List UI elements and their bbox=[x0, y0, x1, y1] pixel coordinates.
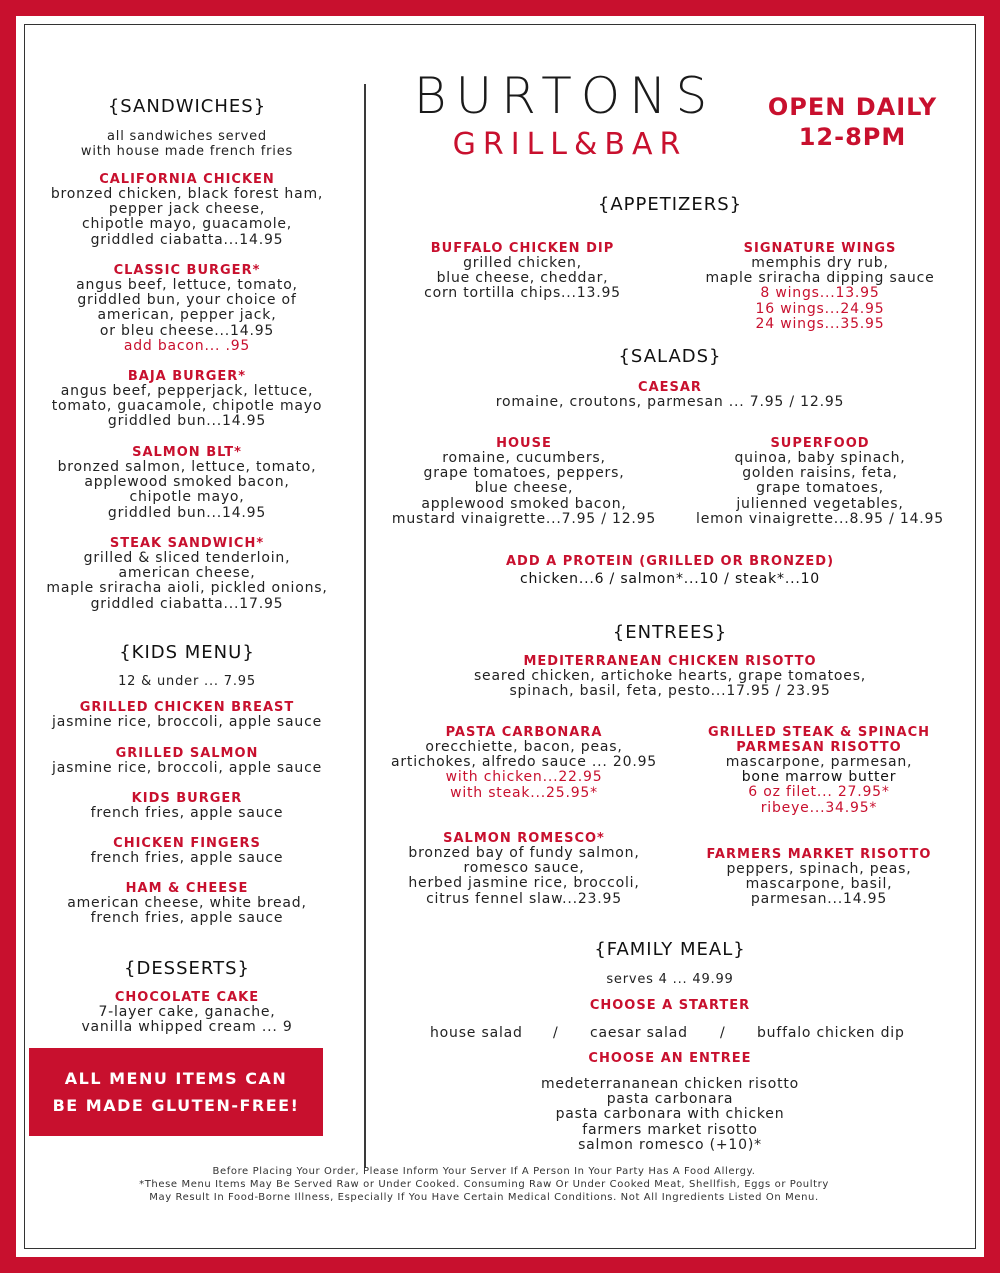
item-description: french fries, apple sauce bbox=[90, 850, 284, 866]
name-line: GRILLED STEAK & SPINACH bbox=[707, 725, 930, 740]
desc-line: or bleu cheese...14.95 bbox=[99, 322, 275, 339]
item-name: SALMON BLT* bbox=[132, 445, 242, 460]
desc-line: corn tortilla chips...13.95 bbox=[424, 285, 621, 302]
item-name bbox=[688, 725, 950, 755]
desc-line: bone marrow butter bbox=[741, 769, 897, 786]
menu-item-buffalo-chicken-dip bbox=[400, 241, 645, 302]
price-option: with chicken...22.95 bbox=[445, 769, 603, 786]
starter-separator: / bbox=[720, 1025, 726, 1041]
desc-line: lemon vinaigrette...8.95 / 14.95 bbox=[696, 510, 944, 527]
menu-item-classic-burger bbox=[30, 263, 344, 354]
desc-line: pepper jack cheese, bbox=[108, 201, 266, 218]
item-description bbox=[400, 256, 645, 302]
desc-line: bronzed bay of fundy salmon, bbox=[408, 845, 640, 861]
desc-line: grape tomatoes, bbox=[756, 480, 884, 497]
menu-item-grilled-chicken-breast bbox=[30, 700, 344, 730]
menu-item-salmon-romesco bbox=[385, 831, 663, 907]
opening-hours bbox=[765, 92, 940, 152]
menu-item-farmers-market-risotto bbox=[688, 847, 950, 908]
desc-line: parmesan...14.95 bbox=[750, 891, 888, 908]
item-name: KIDS BURGER bbox=[131, 791, 243, 806]
item-description: romaine, croutons, parmesan ... 7.95 / 12.95 bbox=[495, 394, 845, 410]
choose-entree-title: CHOOSE AN ENTREE bbox=[588, 1051, 752, 1066]
price-option: 24 wings...35.95 bbox=[755, 315, 885, 332]
menu-item-pasta-carbonara bbox=[385, 725, 663, 801]
desc-line: griddled bun...14.95 bbox=[107, 413, 267, 430]
menu-item-chicken-fingers bbox=[30, 836, 344, 866]
desc-line: peppers, spinach, peas, bbox=[726, 861, 912, 877]
entree-option: pasta carbonara bbox=[606, 1091, 734, 1108]
choose-starter-title: CHOOSE A STARTER bbox=[589, 998, 751, 1013]
name-line: PARMESAN RISOTTO bbox=[736, 740, 902, 755]
item-name: CHOCOLATE CAKE bbox=[114, 990, 260, 1005]
desc-line: mascarpone, basil, bbox=[745, 876, 893, 893]
entree-option: pasta carbonara with chicken bbox=[555, 1106, 785, 1123]
desc-line: mustard vinaigrette...7.95 / 12.95 bbox=[391, 510, 657, 527]
item-name: CALIFORNIA CHICKEN bbox=[99, 172, 275, 187]
item-name: PASTA CARBONARA bbox=[445, 725, 603, 740]
menu-item-mediterranean-chicken-risotto bbox=[440, 654, 900, 699]
menu-item-kids-burger bbox=[30, 791, 344, 821]
desc-line: tomato, guacamole, chipotle mayo bbox=[51, 398, 323, 415]
desc-line: 7-layer cake, ganache, bbox=[98, 1004, 276, 1020]
desc-line: spinach, basil, feta, pesto...17.95 / 23.95 bbox=[509, 683, 831, 700]
entree-option: salmon romesco (+10)* bbox=[578, 1136, 762, 1153]
item-name: SALMON ROMESCO* bbox=[443, 831, 605, 846]
menu-item-signature-wings bbox=[690, 241, 950, 332]
item-description: jasmine rice, broccoli, apple sauce bbox=[52, 714, 322, 730]
starter-option: caesar salad bbox=[590, 1025, 688, 1041]
banner-line: ALL MENU ITEMS CAN bbox=[64, 1069, 288, 1088]
desc-line: griddled ciabatta...14.95 bbox=[90, 231, 284, 248]
hours-line-1: OPEN DAILY bbox=[767, 93, 938, 121]
desc-line: bronzed chicken, black forest ham, bbox=[50, 186, 324, 202]
desc-line: grilled chicken, bbox=[463, 255, 582, 271]
desc-line: american cheese, bbox=[118, 565, 256, 582]
menu-item-steak-sandwich bbox=[30, 536, 344, 612]
brand-subtitle: GRILL&BAR bbox=[452, 127, 688, 162]
desc-line: american cheese, white bread, bbox=[67, 895, 307, 911]
item-name: SUPERFOOD bbox=[770, 436, 870, 451]
item-name: FARMERS MARKET RISOTTO bbox=[706, 847, 932, 862]
price-option: 6 oz filet... 27.95* bbox=[748, 784, 890, 801]
item-description bbox=[30, 551, 344, 612]
allergy-disclaimer bbox=[100, 1165, 868, 1204]
desc-line: blue cheese, bbox=[474, 480, 574, 497]
menu-item-california-chicken bbox=[30, 172, 344, 248]
sandwiches-note bbox=[40, 129, 334, 159]
desc-line: maple sriracha aioli, pickled onions, bbox=[46, 580, 328, 597]
entree-option: medeterrananean chicken risotto bbox=[540, 1076, 800, 1092]
menu-item-chocolate-cake bbox=[30, 990, 344, 1035]
desc-line: vanilla whipped cream ... 9 bbox=[81, 1019, 293, 1036]
disclaimer-line: Before Placing Your Order, Please Inform Your Server If A Person In Your Party Has A Food Allergy. bbox=[212, 1166, 756, 1177]
price-option: with steak...25.95* bbox=[450, 784, 598, 801]
menu-item-house-salad bbox=[390, 436, 658, 527]
family-meal-title: {FAMILY MEAL} bbox=[594, 939, 746, 960]
desc-line: herbed jasmine rice, broccoli, bbox=[408, 875, 640, 892]
brand-name: BURTONS bbox=[413, 67, 717, 125]
desc-line: romesco sauce, bbox=[463, 860, 585, 877]
starter-option: house salad bbox=[430, 1025, 523, 1041]
gluten-free-banner bbox=[29, 1048, 323, 1136]
starter-option: buffalo chicken dip bbox=[757, 1025, 905, 1041]
item-description: french fries, apple sauce bbox=[90, 805, 284, 821]
disclaimer-line: May Result In Food-Borne Illness, Especially If You Have Certain Medical Conditions. Not All Ingredients Listed On Menu. bbox=[149, 1192, 819, 1203]
item-description: jasmine rice, broccoli, apple sauce bbox=[52, 760, 322, 776]
item-name: CAESAR bbox=[638, 380, 702, 395]
desc-line: mascarpone, parmesan, bbox=[725, 754, 913, 770]
item-name: STEAK SANDWICH* bbox=[109, 536, 265, 551]
menu-item-caesar bbox=[460, 380, 880, 410]
note-line: all sandwiches served bbox=[107, 129, 267, 144]
item-description: chicken...6 / salmon*...10 / steak*...10 bbox=[520, 571, 820, 587]
desc-line: grape tomatoes, peppers, bbox=[423, 465, 625, 482]
menu-item-salmon-blt bbox=[30, 445, 344, 521]
desc-line: julienned vegetables, bbox=[736, 495, 904, 512]
entrees-title: {ENTREES} bbox=[612, 622, 728, 643]
menu-item-baja-burger bbox=[30, 369, 344, 430]
entree-option: farmers market risotto bbox=[582, 1121, 758, 1138]
menu-item-superfood-salad bbox=[684, 436, 956, 527]
item-description bbox=[30, 187, 344, 248]
desc-line: american, pepper jack, bbox=[97, 307, 277, 324]
family-meal-note: serves 4 ... 49.99 bbox=[606, 972, 734, 987]
kids-menu-note: 12 & under ... 7.95 bbox=[118, 674, 256, 689]
desc-line: griddled ciabatta...17.95 bbox=[90, 595, 284, 612]
desc-line: griddled bun...14.95 bbox=[107, 504, 267, 521]
desc-line: applewood smoked bacon, bbox=[84, 474, 290, 491]
item-description bbox=[385, 846, 663, 907]
price-option: 16 wings...24.95 bbox=[755, 300, 885, 317]
item-description bbox=[30, 460, 344, 521]
banner-line: BE MADE GLUTEN-FREE! bbox=[52, 1096, 300, 1115]
price-option: 8 wings...13.95 bbox=[760, 285, 880, 302]
salads-title: {SALADS} bbox=[618, 346, 722, 367]
item-name: MEDITERRANEAN CHICKEN RISOTTO bbox=[523, 654, 817, 669]
item-description bbox=[385, 740, 663, 801]
desc-line: chipotle mayo, bbox=[129, 489, 245, 506]
desc-line: french fries, apple sauce bbox=[90, 910, 284, 927]
price-option: ribeye...34.95* bbox=[760, 799, 878, 816]
item-description bbox=[30, 1005, 344, 1035]
column-divider bbox=[364, 84, 366, 1168]
item-name: HOUSE bbox=[496, 436, 552, 451]
desc-line: memphis dry rub, bbox=[751, 255, 889, 271]
desc-line: angus beef, pepperjack, lettuce, bbox=[60, 383, 314, 399]
item-name: CHICKEN FINGERS bbox=[113, 836, 261, 851]
kids-menu-title: {KIDS MENU} bbox=[119, 642, 255, 663]
item-description bbox=[684, 451, 956, 527]
item-description bbox=[688, 862, 950, 908]
item-description bbox=[30, 896, 344, 926]
desc-line: seared chicken, artichoke hearts, grape tomatoes, bbox=[473, 668, 867, 684]
desc-line: blue cheese, cheddar, bbox=[436, 270, 609, 287]
desc-line: bronzed salmon, lettuce, tomato, bbox=[57, 459, 317, 475]
item-description bbox=[440, 669, 900, 699]
desc-line: maple sriracha dipping sauce bbox=[705, 270, 935, 287]
appetizers-title: {APPETIZERS} bbox=[597, 194, 743, 215]
desc-line: orecchiette, bacon, peas, bbox=[425, 739, 623, 755]
desc-line: griddled bun, your choice of bbox=[77, 292, 297, 309]
item-name: HAM & CHEESE bbox=[125, 881, 249, 896]
desc-line: citrus fennel slaw...23.95 bbox=[426, 890, 622, 907]
desc-line: grilled & sliced tenderloin, bbox=[83, 550, 291, 566]
item-description bbox=[30, 278, 344, 354]
item-name: BUFFALO CHICKEN DIP bbox=[430, 241, 615, 256]
item-name: ADD A PROTEIN (GRILLED OR BRONZED) bbox=[505, 554, 835, 569]
desc-line: artichokes, alfredo sauce ... 20.95 bbox=[390, 754, 657, 771]
item-description bbox=[30, 384, 344, 430]
item-description bbox=[688, 755, 950, 816]
item-name: CLASSIC BURGER* bbox=[113, 263, 261, 278]
item-name: GRILLED SALMON bbox=[115, 746, 259, 761]
desc-line: quinoa, baby spinach, bbox=[734, 450, 906, 466]
desc-line: golden raisins, feta, bbox=[742, 465, 898, 482]
add-on-price: add bacon... .95 bbox=[123, 337, 251, 354]
item-name: BAJA BURGER* bbox=[127, 369, 247, 384]
menu-item-ham-cheese bbox=[30, 881, 344, 926]
item-description bbox=[690, 256, 950, 332]
desc-line: chipotle mayo, guacamole, bbox=[81, 216, 293, 233]
desc-line: applewood smoked bacon, bbox=[421, 495, 627, 512]
item-name: SIGNATURE WINGS bbox=[743, 241, 897, 256]
hours-line-2: 12-8PM bbox=[798, 123, 907, 151]
sandwiches-title: {SANDWICHES} bbox=[107, 96, 267, 117]
menu-item-grilled-salmon bbox=[30, 746, 344, 776]
add-protein bbox=[470, 554, 870, 587]
desserts-title: {DESSERTS} bbox=[124, 958, 250, 979]
note-line: with house made french fries bbox=[80, 144, 294, 160]
family-entree-options bbox=[470, 1077, 870, 1153]
menu-item-grilled-steak-spinach-risotto bbox=[688, 725, 950, 816]
starter-separator: / bbox=[553, 1025, 559, 1041]
desc-line: romaine, cucumbers, bbox=[442, 450, 606, 466]
item-description bbox=[390, 451, 658, 527]
disclaimer-line: *These Menu Items May Be Served Raw or Under Cooked. Consuming Raw Or Under Cooked Meat, Shellfish, Eggs or Poultry bbox=[139, 1179, 829, 1190]
item-name: GRILLED CHICKEN BREAST bbox=[79, 700, 295, 715]
desc-line: angus beef, lettuce, tomato, bbox=[76, 277, 298, 293]
